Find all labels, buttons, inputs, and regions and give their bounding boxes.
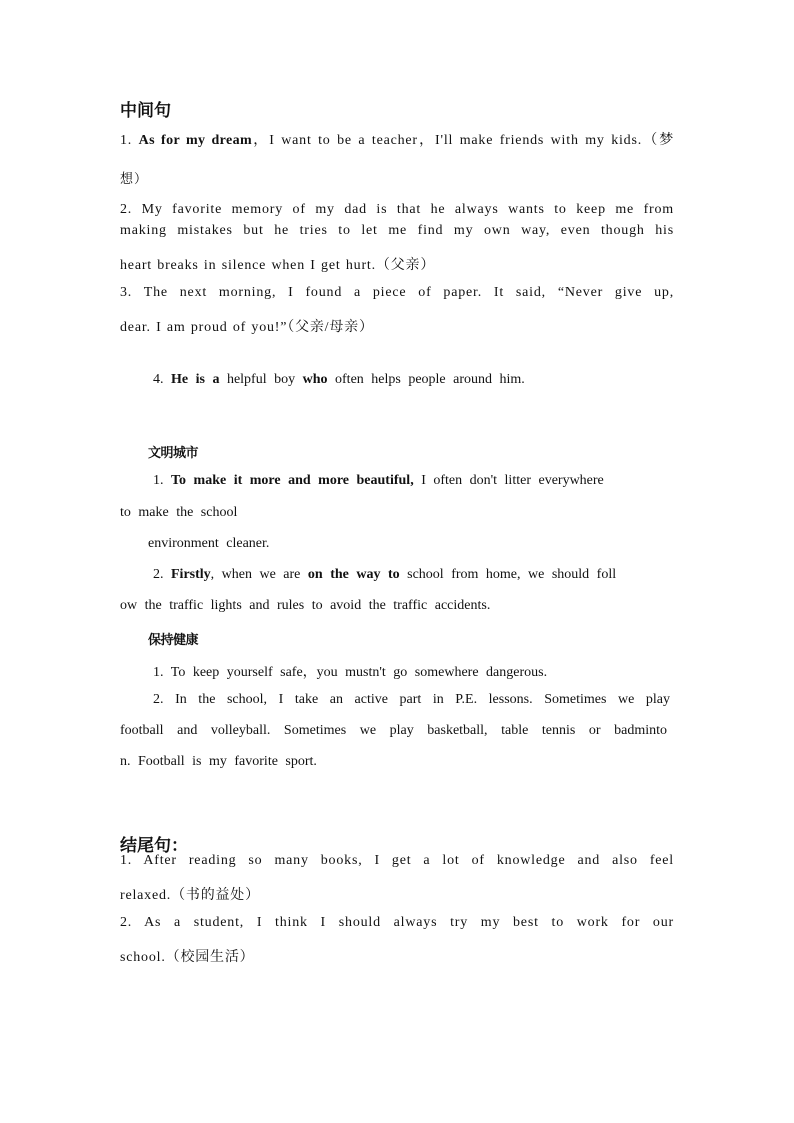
- heading-ending-sentences: 结尾句：: [120, 836, 188, 856]
- heading-keep-healthy: 保持健康: [148, 633, 199, 648]
- civilized-sentence-2: 2. Firstly, when we are on the way to school from home, we should foll: [153, 567, 617, 582]
- sentence-1: 1. As for my dream，I want to be a teacher，I'll make friends with my kids.（梦: [120, 133, 674, 148]
- sentence-1-cont: 想）: [120, 172, 149, 187]
- health-sentence-2-line3: n. Football is my favorite sport.: [120, 754, 317, 769]
- ending-sentence-2-line1: 2. As a student, I think I should always try my best to work for our: [120, 915, 674, 930]
- sentence-2-line3: heart breaks in silence when I get hurt.（父亲）: [120, 258, 436, 273]
- heading-middle-sentences: 中间句: [120, 101, 171, 121]
- heading-civilized-city: 文明城市: [148, 446, 199, 461]
- health-sentence-2-line2: football and volleyball. Sometimes we play basketball, table tennis or badminto: [120, 723, 667, 738]
- sentence-3-line1: 3. The next morning, I found a piece of paper. It said, “Never give up,: [120, 285, 674, 300]
- ending-sentence-1-line1: 1. After reading so many books, I get a lot of knowledge and also feel: [120, 853, 674, 868]
- health-sentence-2-line1: 2. In the school, I take an active part in P.E. lessons. Sometimes we play: [153, 692, 670, 707]
- sentence-3-line2: dear. I am proud of you!”（父亲/母亲）: [120, 320, 374, 335]
- civilized-sentence-1: 1. To make it more and more beautiful, I often don't litter everywhere: [153, 473, 604, 488]
- civilized-sentence-1-cont1: to make the school: [120, 505, 238, 520]
- sentence-2-line2: making mistakes but he tries to let me find my own way, even though his: [120, 223, 674, 238]
- ending-sentence-2-line2: school.（校园生活）: [120, 950, 255, 965]
- ending-sentence-1-line2: relaxed.（书的益处）: [120, 888, 260, 903]
- sentence-4: 4. He is a helpful boy who often helps people around him.: [153, 372, 525, 387]
- sentence-2-line1: 2. My favorite memory of my dad is that he always wants to keep me from: [120, 202, 674, 217]
- civilized-sentence-1-cont2: environment cleaner.: [148, 536, 270, 551]
- civilized-sentence-2-cont: ow the traffic lights and rules to avoid the traffic accidents.: [120, 598, 491, 613]
- health-sentence-1: 1. To keep yourself safe，you mustn't go somewhere dangerous.: [153, 665, 548, 680]
